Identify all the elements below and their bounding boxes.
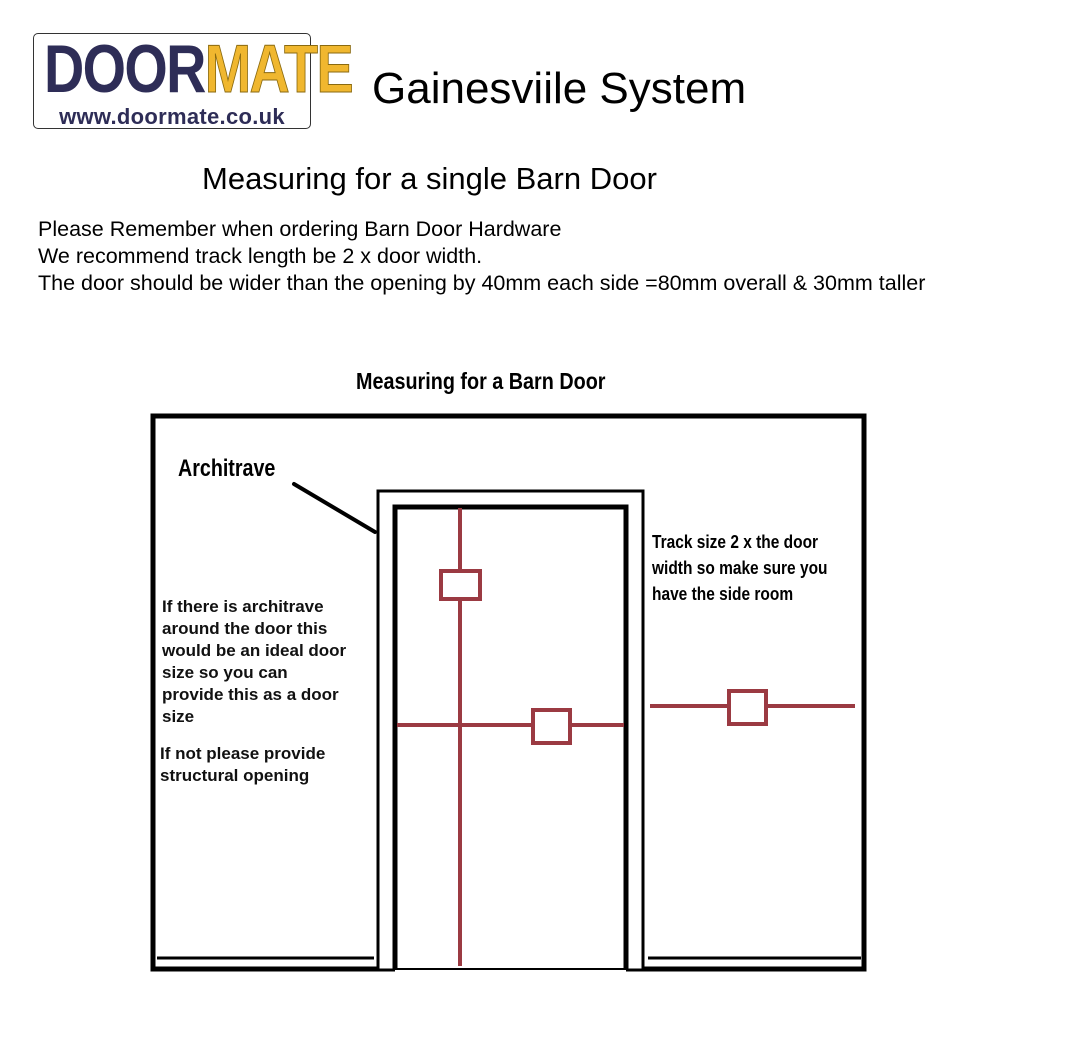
- logo-word-door: DOOR: [44, 31, 205, 107]
- architrave-label: Architrave: [178, 455, 276, 482]
- diagram-title: Measuring for a Barn Door: [356, 368, 606, 394]
- note-line: provide this as a door: [162, 685, 339, 704]
- side-room-marker: [729, 691, 766, 724]
- structural-opening-note: [160, 743, 325, 787]
- note-line: The door should be wider than the opening by 40mm each side =80mm overall & 30mm taller: [38, 271, 926, 295]
- architrave-note: [162, 596, 346, 728]
- door-opening: [395, 507, 626, 970]
- architrave-outline: [378, 491, 643, 970]
- note-line: If not please provide: [160, 744, 326, 763]
- logo-word-mate: MATE: [204, 31, 352, 107]
- logo-url: www.doormate.co.uk: [59, 104, 285, 129]
- note-line: around the door this: [162, 619, 328, 638]
- architrave-pointer-line: [294, 484, 375, 532]
- door-width-marker: [533, 710, 570, 743]
- note-line: have the side room: [652, 584, 794, 604]
- door-opening-outline: [395, 507, 626, 970]
- note-line: would be an ideal door: [162, 641, 347, 660]
- door-height-marker: [441, 571, 480, 599]
- note-line: Track size 2 x the door: [652, 532, 819, 552]
- note-line: We recommend track length be 2 x door width.: [38, 244, 483, 268]
- page-subtitle: Measuring for a single Barn Door: [202, 161, 657, 196]
- page-title: Gainesviile System: [372, 64, 747, 113]
- architrave-frame: [376, 491, 645, 970]
- note-line: Please Remember when ordering Barn Door Hardware: [38, 217, 562, 241]
- note-line: structural opening: [160, 766, 310, 785]
- note-line: size so you can: [162, 663, 288, 682]
- note-line: size: [162, 707, 195, 726]
- track-size-note: [652, 529, 827, 607]
- note-line: If there is architrave: [162, 597, 324, 616]
- note-line: width so make sure you: [652, 558, 828, 578]
